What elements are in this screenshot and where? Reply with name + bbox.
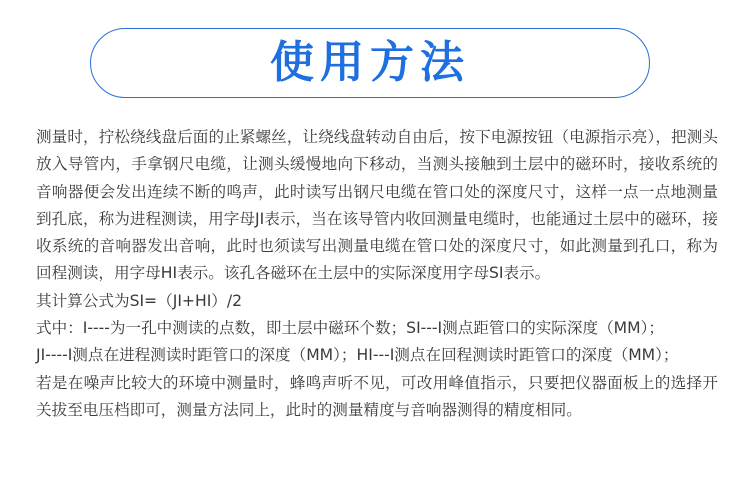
title-banner [90,28,650,98]
page-title: 使用方法 [270,37,470,88]
noise-note-paragraph: 若是在噪声比较大的环境中测量时，蜂鸣声听不见，可改用峰值指示，只要把仪器面板上的选择开关拔至电压档即可，测量方法同上，此时的测量精度与音响器测得的精度相同。 [36,373,718,419]
definition-line-1: 式中：I----为一孔中测读的点数，即土层中磁环个数；SI---I测点距管口的实际深度（MM）； [36,319,664,338]
formula-line: 其计算公式为SI=（JI+HI）/2 [36,291,243,310]
definition-line-2: JI----I测点在进程测读时距管口的深度（MM）；HI---I测点在回程测读时距管口的深度（MM）； [36,346,679,365]
intro-paragraph: 测量时，拧松绕线盘后面的止紧螺丝，让绕线盘转动自由后，按下电源按钮（电源指示亮），把测头放入导管内，手拿钢尺电缆，让测头缓慢地向下移动，当测头接触到土层中的磁环时，接收系统的音响器便会发出连续不断的鸣声，此时读写出钢尺电缆在管口处的深度尺寸，这样一点一点地测量到孔底，称为进程测读，用字母JI表示，当在该导管内收回测量电缆时，也能通过土层中的磁环，接收系统的音响器发出音响，此时也须读写出测量电缆在管口处的深度尺寸，如此测量到孔口，称为回程测读，用字母HI表示。该孔各磁环在土层中的实际深度用字母SI表示。 [36,128,718,283]
instructions-body [36,124,718,424]
